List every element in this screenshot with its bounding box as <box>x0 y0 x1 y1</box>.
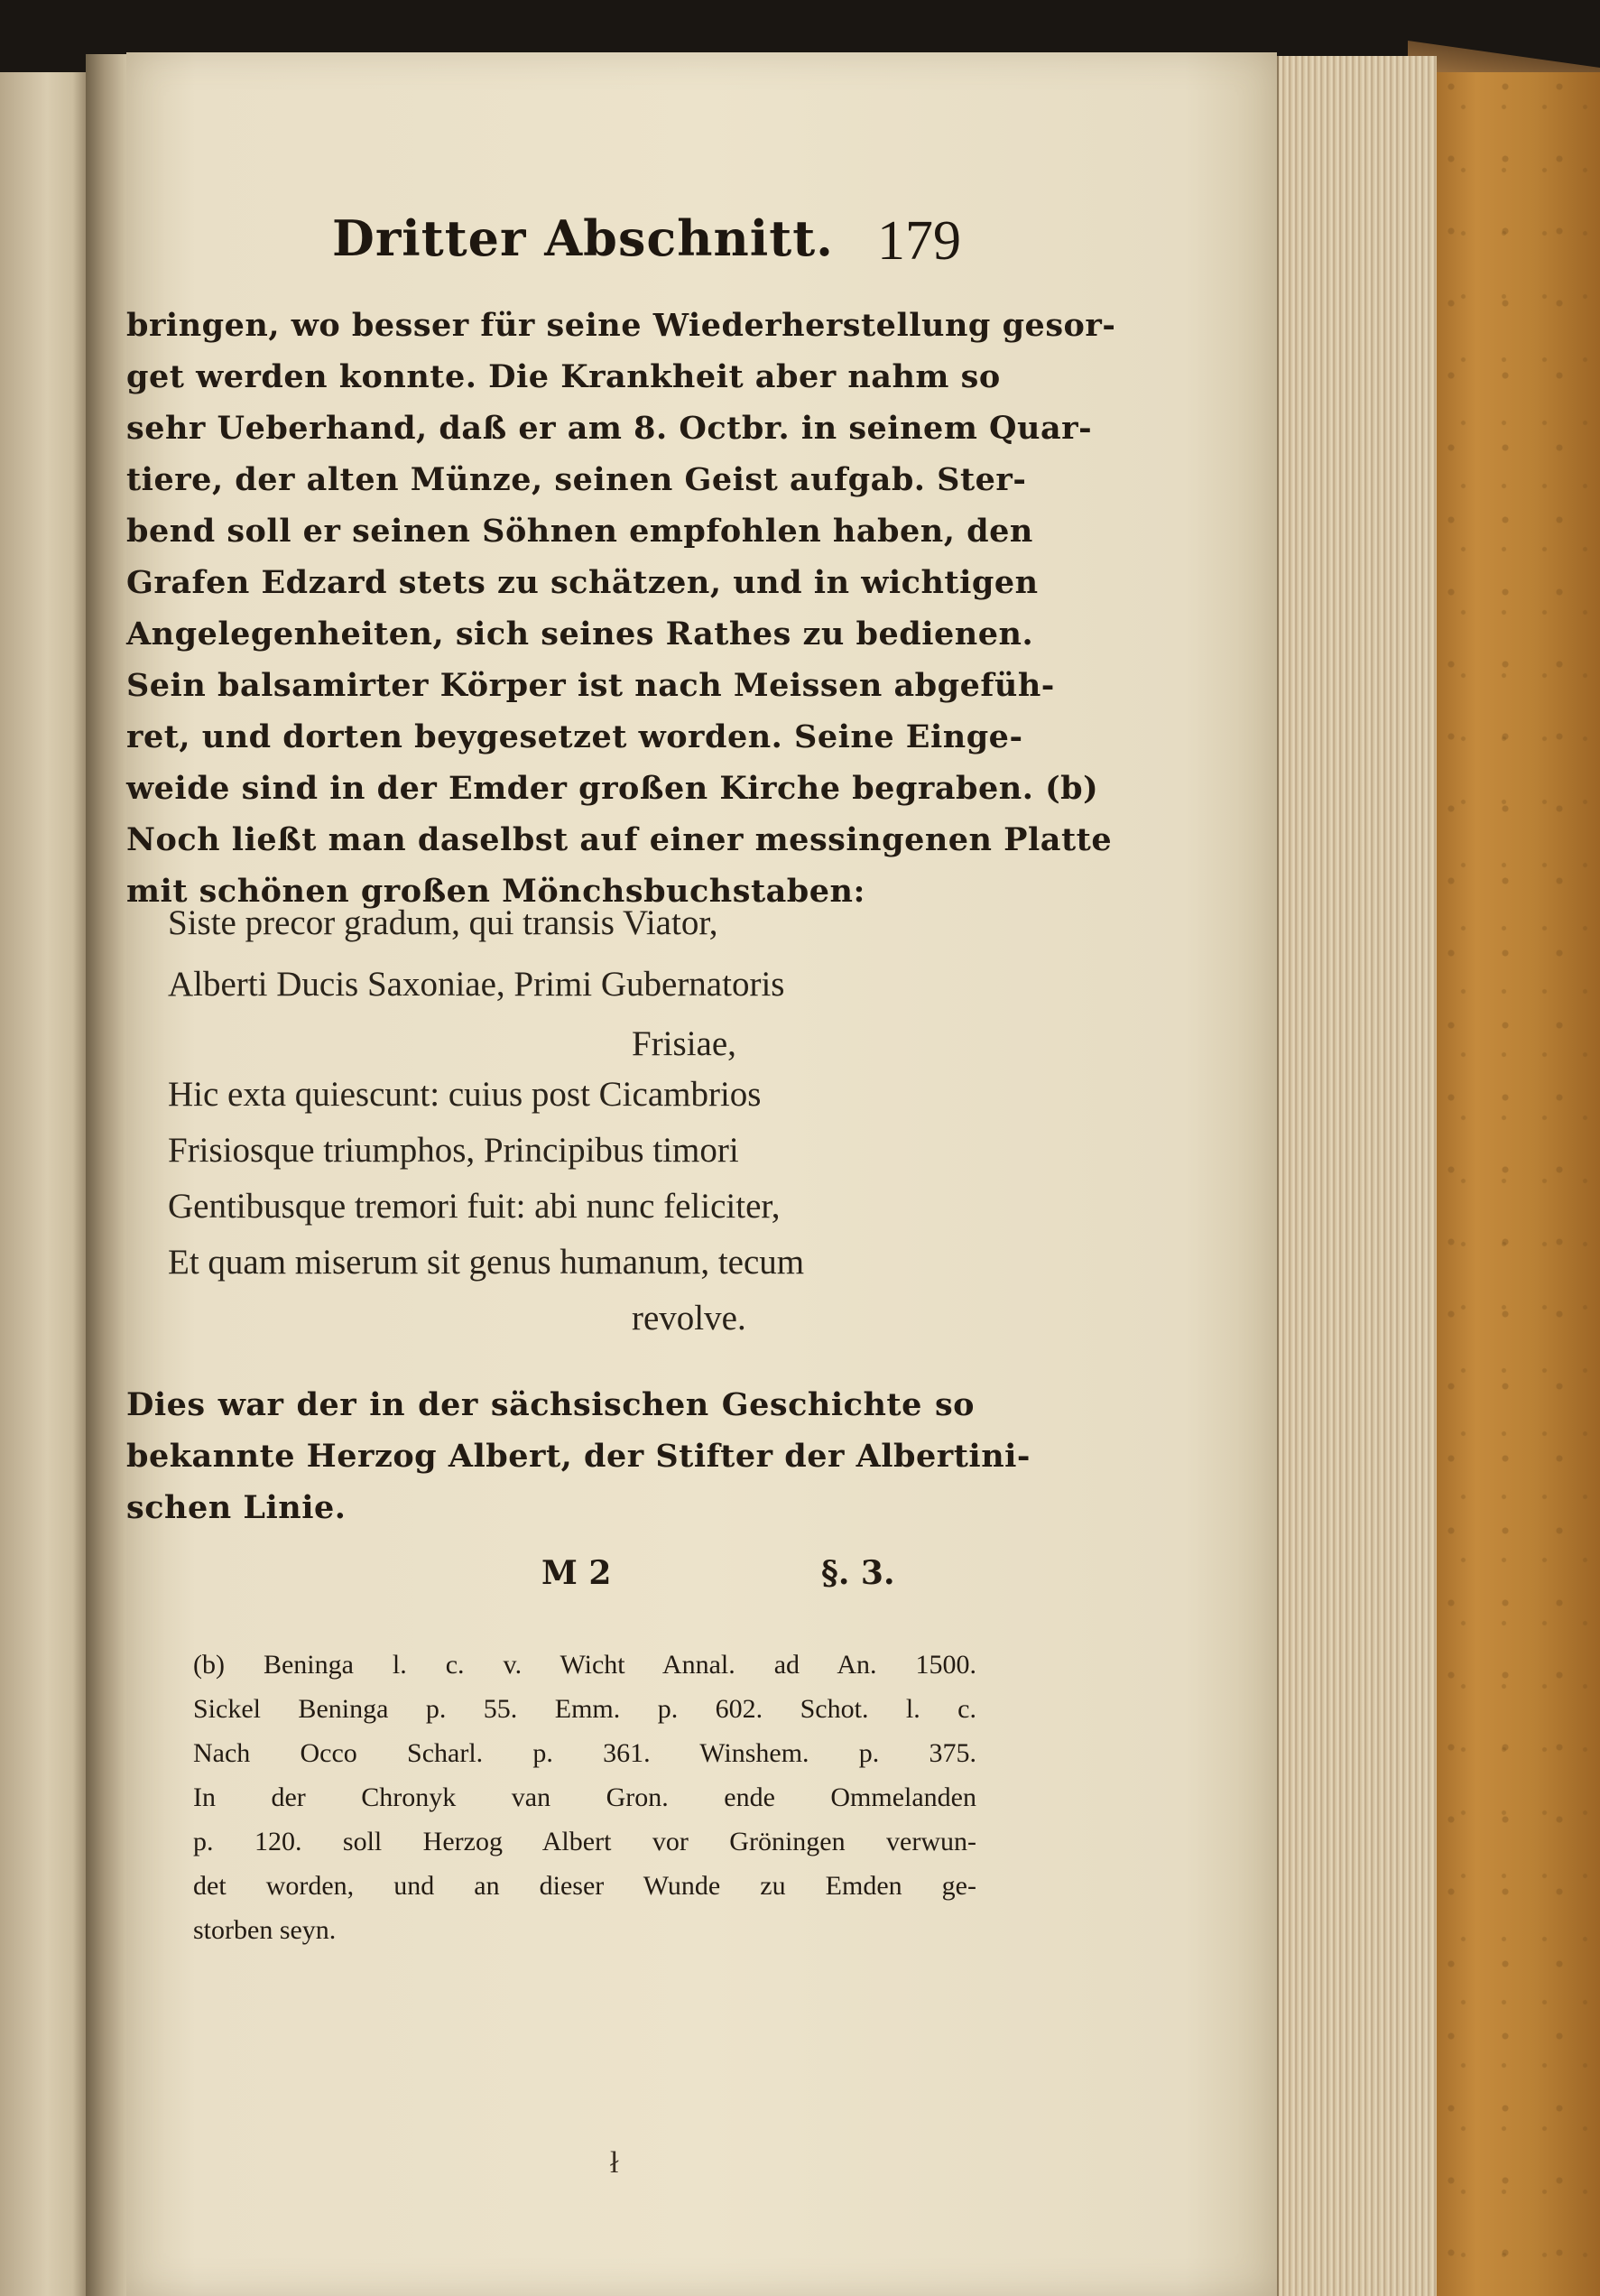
inscription-line: revolve. <box>632 1299 746 1338</box>
page-number: 179 <box>877 210 961 272</box>
body-line: ret, und dorten beygesetzet worden. Seine Einge- <box>126 718 1023 755</box>
book-gutter <box>86 54 131 2296</box>
inscription-line: Hic exta quiescunt: cuius post Cicambrios <box>168 1075 762 1114</box>
catchword: §. 3. <box>821 1554 895 1592</box>
closing-line: bekannte Herzog Albert, der Stifter der Albertini- <box>126 1438 1031 1475</box>
bottom-mark: ł <box>610 2146 619 2180</box>
footnote-line: In der Chronyk van Gron. ende Ommelanden <box>193 1782 976 1812</box>
inscription-line: Alberti Ducis Saxoniae, Primi Gubernatoris <box>168 965 785 1004</box>
signature-mark: M 2 <box>541 1554 612 1592</box>
body-line: tiere, der alten Münze, seinen Geist aufgab. Ster- <box>126 461 1027 498</box>
body-line: Sein balsamirter Körper ist nach Meissen abgefüh- <box>126 667 1055 704</box>
body-line: get werden konnte. Die Krankheit aber nahm so <box>126 358 1001 395</box>
footnote-line: Nach Occo Scharl. p. 361. Winshem. p. 375. <box>193 1738 976 1768</box>
body-line: bringen, wo besser für seine Wiederherstellung gesor- <box>126 307 1116 344</box>
body-line: weide sind in der Emder großen Kirche begraben. (b) <box>126 770 1099 807</box>
footnote-line: Sickel Beninga p. 55. Emm. p. 602. Schot. l. c. <box>193 1694 976 1724</box>
page-edges <box>1277 56 1437 2296</box>
inscription-line: Frisiae, <box>632 1024 736 1063</box>
inscription-line: Frisiosque triumphos, Principibus timori <box>168 1131 739 1170</box>
footnote-line: storben seyn. <box>193 1915 337 1945</box>
footnote-line: det worden, und an dieser Wunde zu Emden ge- <box>193 1871 976 1901</box>
book-cover <box>1435 72 1600 2296</box>
left-page-edge <box>0 72 86 2296</box>
inscription-line: Et quam miserum sit genus humanum, tecum <box>168 1243 805 1282</box>
body-line: sehr Ueberhand, daß er am 8. Octbr. in seinem Quar- <box>126 410 1093 447</box>
body-line: Noch ließt man daselbst auf einer messingenen Platte <box>126 821 1113 858</box>
inscription-line: Gentibusque tremori fuit: abi nunc feliciter, <box>168 1187 781 1226</box>
running-head: Dritter Abschnitt. <box>332 209 834 267</box>
footnote-line: (b) Beninga l. c. v. Wicht Annal. ad An. 1500. <box>193 1650 976 1680</box>
inscription-line: Siste precor gradum, qui transis Viator, <box>168 903 718 942</box>
body-line: Grafen Edzard stets zu schätzen, und in wichtigen <box>126 564 1039 601</box>
closing-line: schen Linie. <box>126 1489 347 1526</box>
footnote-line: p. 120. soll Herzog Albert vor Gröningen verwun- <box>193 1827 976 1856</box>
body-line: Angelegenheiten, sich seines Rathes zu bedienen. <box>126 616 1034 653</box>
body-line: mit schönen großen Mönchsbuchstaben: <box>126 873 865 910</box>
closing-line: Dies war der in der sächsischen Geschichte so <box>126 1386 975 1423</box>
body-line: bend soll er seinen Söhnen empfohlen haben, den <box>126 513 1033 550</box>
